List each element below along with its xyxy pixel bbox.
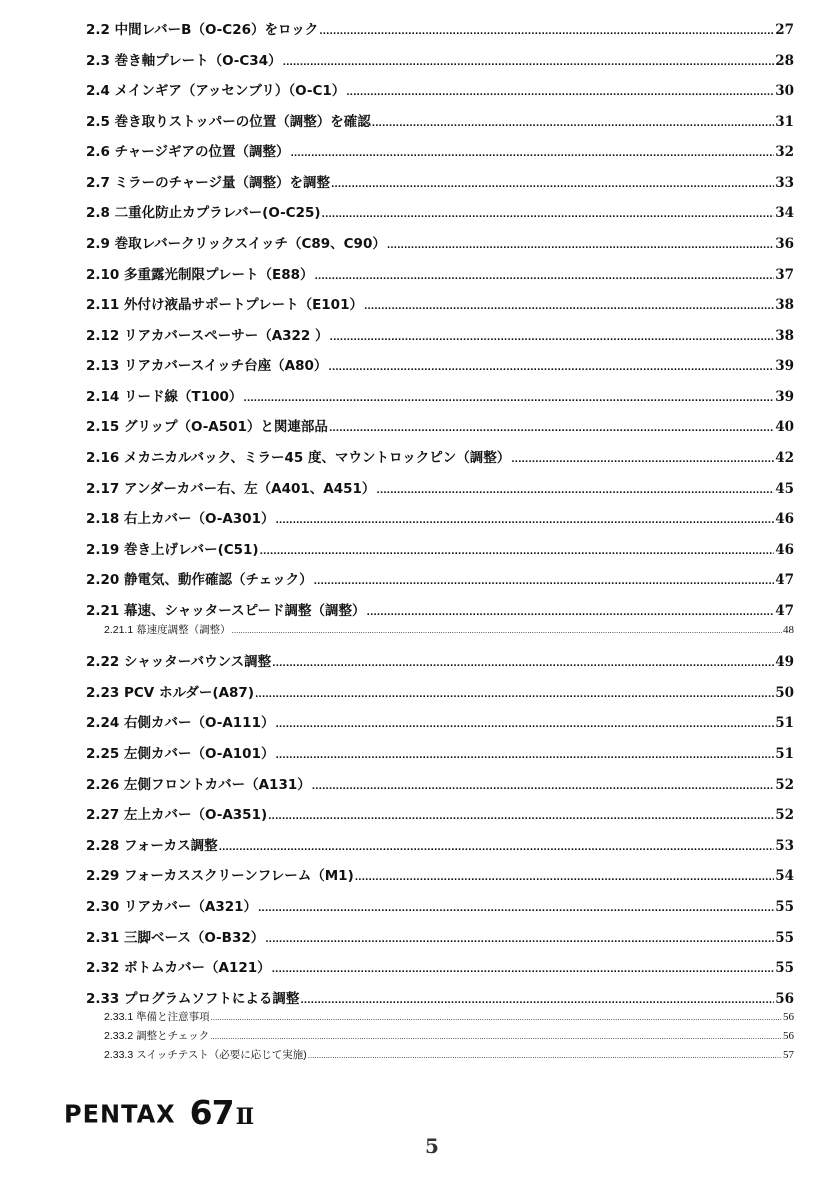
- toc-entry[interactable]: [86, 477, 794, 497]
- page-number: 5: [425, 1134, 439, 1158]
- dot-leader: [367, 608, 775, 618]
- toc-entry-title: 2.8 二重化防止カプラレバー(O-C25): [86, 205, 321, 221]
- dot-leader: [376, 486, 774, 496]
- dot-leader: [283, 58, 775, 68]
- toc-entry-title: 2.10 多重露光制限プレート（E88）: [86, 267, 314, 283]
- toc-entry-title: 2.6 チャージギアの位置（調整）: [86, 144, 290, 160]
- toc-entry-page-number: 55: [775, 960, 794, 976]
- toc-entry-title: 2.26 左側フロントカバー（A131）: [86, 777, 311, 793]
- toc-entry[interactable]: [86, 681, 794, 701]
- toc-entry-title: 2.30 リアカバー（A321）: [86, 899, 258, 915]
- toc-entry-page-number: 46: [775, 542, 794, 558]
- toc-subentry[interactable]: [104, 622, 794, 636]
- toc-entry[interactable]: [86, 263, 794, 283]
- dot-leader: [243, 394, 774, 404]
- dot-leader: [330, 333, 775, 343]
- dot-leader: [300, 996, 774, 1006]
- toc-entry-page-number: 55: [775, 930, 794, 946]
- toc-entry-title: 2.28 フォーカス調整: [86, 838, 218, 854]
- toc-entry-title: 2.33.2 調整とチェック: [104, 1030, 210, 1042]
- toc-entry[interactable]: [86, 49, 794, 69]
- toc-entry-page-number: 36: [775, 236, 794, 252]
- dot-leader: [232, 626, 782, 635]
- dot-leader: [328, 363, 774, 373]
- toc-entry[interactable]: [86, 415, 794, 435]
- toc-entry-title: 2.19 巻き上げレバー(C51): [86, 542, 259, 558]
- toc-entry[interactable]: [86, 385, 794, 405]
- toc-entry-page-number: 31: [775, 114, 794, 130]
- dot-leader: [355, 873, 774, 883]
- dot-leader: [372, 119, 774, 129]
- dot-leader: [322, 210, 775, 220]
- toc-entry[interactable]: [86, 956, 794, 976]
- toc-entry-title: 2.14 リード線（T100）: [86, 389, 243, 405]
- toc-entry[interactable]: [86, 79, 794, 99]
- toc-entry-title: 2.15 グリップ（O-A501）と関連部品: [86, 419, 328, 435]
- toc-entry[interactable]: [86, 742, 794, 762]
- dot-leader: [308, 1051, 782, 1060]
- toc-entry-page-number: 40: [775, 419, 794, 435]
- dot-leader: [255, 690, 774, 700]
- dot-leader: [511, 455, 774, 465]
- toc-entry-title: 2.13 リアカバースイッチ台座（A80）: [86, 358, 328, 374]
- toc-entry[interactable]: [86, 599, 794, 619]
- toc-entry-title: 2.5 巻き取りストッパーの位置（調整）を確認: [86, 114, 371, 130]
- toc-subentry[interactable]: [104, 1009, 794, 1023]
- toc-entry-page-number: 45: [775, 481, 794, 497]
- toc-entry-title: 2.29 フォーカススクリーンフレーム（M1): [86, 868, 354, 884]
- toc-entry[interactable]: [86, 926, 794, 946]
- toc-entry-page-number: 51: [775, 746, 794, 762]
- toc-entry-page-number: 47: [775, 572, 794, 588]
- toc-entry-page-number: 56: [783, 1011, 794, 1023]
- toc-entry[interactable]: [86, 834, 794, 854]
- toc-entry-title: 2.21 幕速、シャッタースピード調整（調整）: [86, 603, 366, 619]
- toc-entry-page-number: 30: [775, 83, 794, 99]
- toc-entry-title: 2.21.1 幕速度調整（調整）: [104, 624, 231, 636]
- toc-entry-page-number: 33: [775, 175, 794, 191]
- toc-entry-page-number: 51: [775, 715, 794, 731]
- dot-leader: [219, 843, 775, 853]
- toc-entry-title: 2.33.3 スイッチテスト（必要に応じて実施): [104, 1049, 307, 1061]
- dot-leader: [275, 720, 774, 730]
- toc-entry[interactable]: [86, 354, 794, 374]
- toc-entry-title: 2.17 アンダーカバー右、左（A401、A451）: [86, 481, 376, 497]
- pentax-67ii-logo: [64, 1093, 255, 1132]
- dot-leader: [387, 241, 774, 251]
- toc-entry[interactable]: [86, 987, 794, 1007]
- dot-leader: [314, 577, 775, 587]
- toc-entry[interactable]: [86, 507, 794, 527]
- toc-entry[interactable]: [86, 171, 794, 191]
- toc-entry-page-number: 48: [783, 624, 794, 636]
- dot-leader: [268, 812, 774, 822]
- toc-entry[interactable]: [86, 324, 794, 344]
- dot-leader: [265, 935, 774, 945]
- toc-entry-page-number: 38: [775, 297, 794, 313]
- toc-entry-page-number: 39: [775, 358, 794, 374]
- toc-entry-page-number: 39: [775, 389, 794, 405]
- logo-model-suffix: Ⅱ: [235, 1104, 255, 1130]
- dot-leader: [210, 1032, 782, 1041]
- dot-leader: [364, 302, 774, 312]
- dot-leader: [260, 547, 775, 557]
- toc-entry-page-number: 55: [775, 899, 794, 915]
- toc-entry-page-number: 27: [775, 22, 794, 38]
- toc-entry-page-number: 38: [775, 328, 794, 344]
- dot-leader: [272, 965, 775, 975]
- dot-leader: [211, 1013, 782, 1022]
- toc-entry-page-number: 34: [775, 205, 794, 221]
- toc-entry-title: 2.3 巻き軸プレート（O-C34）: [86, 53, 282, 69]
- dot-leader: [272, 659, 774, 669]
- toc-entry-title: 2.7 ミラーのチャージ量（調整）を調整: [86, 175, 330, 191]
- dot-leader: [346, 88, 774, 98]
- dot-leader: [331, 180, 774, 190]
- toc-entry[interactable]: [86, 650, 794, 670]
- toc-entry-page-number: 28: [775, 53, 794, 69]
- logo-model-text: 67: [189, 1093, 234, 1132]
- dot-leader: [275, 516, 774, 526]
- logo-brand-text: PENTAX: [64, 1099, 176, 1129]
- toc-entry-title: 2.11 外付け液晶サポートプレート（E101）: [86, 297, 363, 313]
- toc-entry[interactable]: [86, 895, 794, 915]
- toc-entry-page-number: 53: [775, 838, 794, 854]
- dot-leader: [329, 424, 774, 434]
- toc-entry[interactable]: [86, 446, 794, 466]
- toc-entry-page-number: 47: [775, 603, 794, 619]
- toc-entry-page-number: 32: [775, 144, 794, 160]
- toc-entry-title: 2.32 ボトムカバー（A121）: [86, 960, 271, 976]
- toc-entry-title: 2.24 右側カバー（O-A111）: [86, 715, 275, 731]
- toc-entry[interactable]: [86, 773, 794, 793]
- toc-entry-title: 2.23 PCV ホルダー(A87): [86, 685, 254, 701]
- dot-leader: [312, 782, 774, 792]
- toc-entry-title: 2.33 プログラムソフトによる調整: [86, 991, 300, 1007]
- toc-entry-title: 2.22 シャッターバウンス調整: [86, 654, 272, 670]
- toc-entry-title: 2.4 メインギア（アッセンブリ）（O-C1）: [86, 83, 346, 99]
- dot-leader: [258, 904, 774, 914]
- dot-leader: [319, 27, 774, 37]
- toc-entry-page-number: 46: [775, 511, 794, 527]
- toc-entry[interactable]: [86, 864, 794, 884]
- toc-subentry[interactable]: [104, 1047, 794, 1061]
- dot-leader: [290, 149, 774, 159]
- toc-entry[interactable]: [86, 110, 794, 130]
- dot-leader: [314, 272, 774, 282]
- toc-entry-title: 2.12 リアカバースペーサー（A322 ）: [86, 328, 329, 344]
- toc-entry-page-number: 50: [775, 685, 794, 701]
- toc-entry-page-number: 52: [775, 777, 794, 793]
- toc-entry-title: 2.33.1 準備と注意事項: [104, 1011, 210, 1023]
- toc-entry[interactable]: [86, 293, 794, 313]
- toc-entry[interactable]: [86, 711, 794, 731]
- toc-entry-title: 2.27 左上カバー（O-A351): [86, 807, 268, 823]
- toc-entry[interactable]: [86, 803, 794, 823]
- toc-entry-page-number: 56: [775, 991, 794, 1007]
- toc-entry-page-number: 49: [775, 654, 794, 670]
- toc-entry-page-number: 56: [783, 1030, 794, 1042]
- toc-entry[interactable]: [86, 538, 794, 558]
- toc-entry-page-number: 37: [775, 267, 794, 283]
- toc-entry-page-number: 57: [783, 1049, 794, 1061]
- dot-leader: [275, 751, 774, 761]
- toc-entry[interactable]: [86, 201, 794, 221]
- toc-subentry[interactable]: [104, 1028, 794, 1042]
- toc-entry-page-number: 54: [775, 868, 794, 884]
- toc-entry-title: 2.18 右上カバー（O-A301）: [86, 511, 275, 527]
- toc-entry-title: 2.9 巻取レバークリックスイッチ（C89、C90）: [86, 236, 386, 252]
- toc-entry[interactable]: [86, 232, 794, 252]
- toc-entry-title: 2.2 中間レバーB（O-C26）をロック: [86, 22, 319, 38]
- toc-entry-title: 2.20 静電気、動作確認（チェック）: [86, 572, 313, 588]
- toc-entry-title: 2.25 左側カバー（O-A101）: [86, 746, 275, 762]
- toc-entry-page-number: 42: [775, 450, 794, 466]
- toc-entry[interactable]: [86, 140, 794, 160]
- toc-entry[interactable]: [86, 18, 794, 38]
- toc-entry-page-number: 52: [775, 807, 794, 823]
- toc-entry[interactable]: [86, 568, 794, 588]
- toc-entry-title: 2.31 三脚ベース（O-B32）: [86, 930, 265, 946]
- toc-entry-title: 2.16 メカニカルバック、ミラー45 度、マウントロックピン（調整）: [86, 450, 511, 466]
